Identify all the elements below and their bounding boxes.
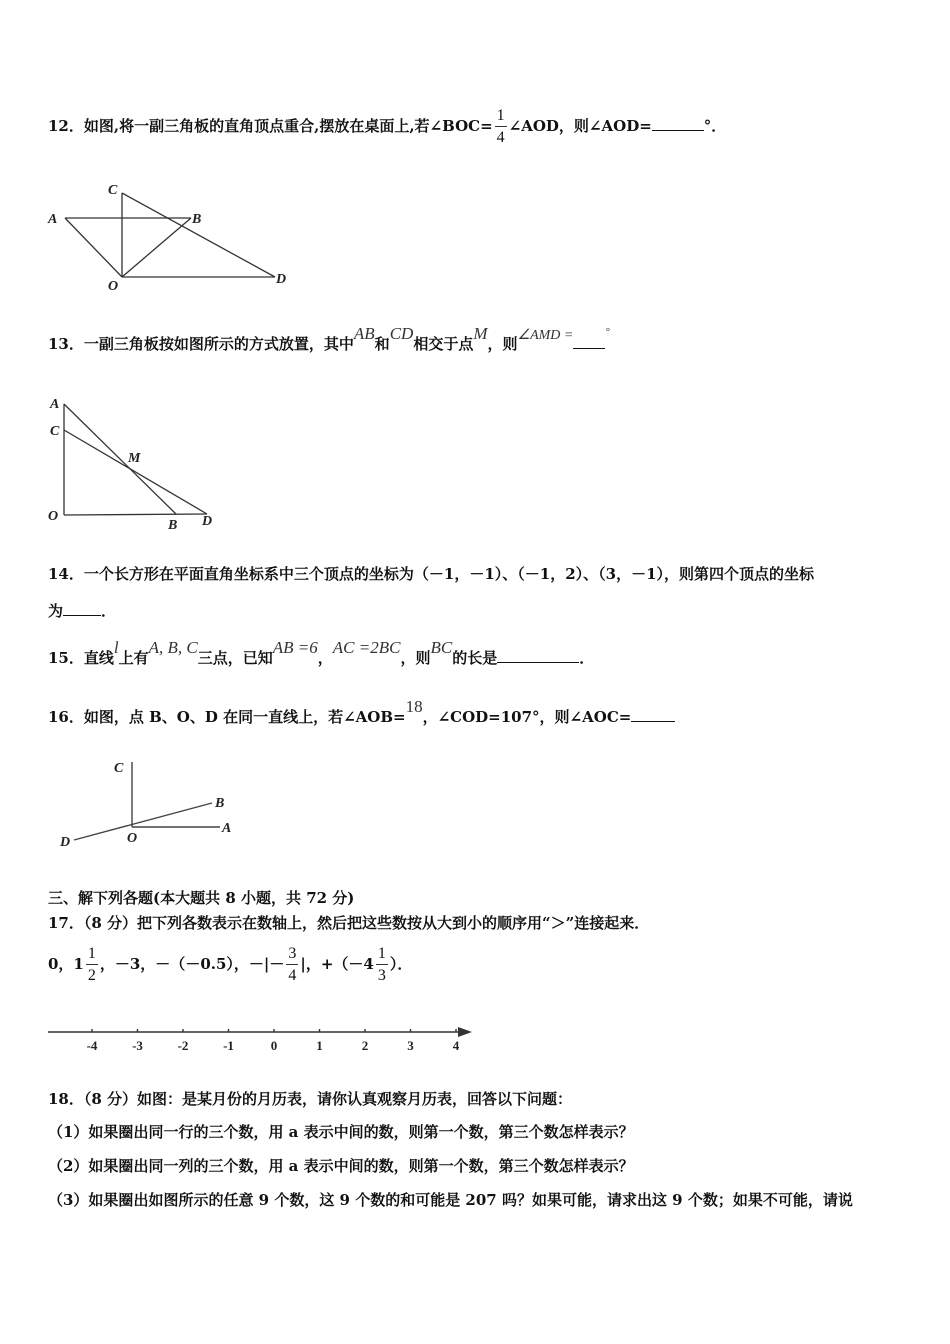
- number-line-tick-label: 1: [316, 1038, 323, 1053]
- q15-answer-blank[interactable]: [497, 648, 579, 663]
- q18-sub-3: （3）如果圈出如图所示的任意 9 个数，这 9 个数的和可能是 207 吗？如果可能，请求出这 9 个数；如果不可能，请说: [48, 1191, 853, 1209]
- q17-text: 17．（8 分）把下列各数表示在数轴上，然后把这些数按从大到小的顺序用“＞”连接起来．: [48, 914, 650, 932]
- q14-text-line1: 14．一个长方形在平面直角坐标系中三个顶点的坐标为（－1，－1）、（－1，2）、（3，－1），则第四个顶点的坐标: [48, 565, 815, 583]
- q18-sub-2: （2）如果圈出同一列的三个数，用 a 表示中间的数，则第一个数，第三个数怎样表示？: [48, 1157, 634, 1175]
- q13-label-D: D: [202, 514, 213, 529]
- q12-figure: [40, 178, 300, 298]
- q13-text: 13．一副三角板按如图所示的方式放置，其中AB和CD相交于点M，则∠AMD = °: [48, 324, 610, 353]
- q13-answer-blank[interactable]: [573, 334, 605, 349]
- q12-text: 12．如图,将一副三角板的直角顶点重合,摆放在桌面上,若∠BOC= $\frac{1}{4}$ ∠AOD，则∠AOD= °．: [48, 107, 727, 146]
- q12-label-D: D: [276, 272, 287, 287]
- q13-label-C: C: [50, 424, 60, 439]
- number-line-tick-label: -2: [177, 1038, 189, 1053]
- q17-fraction-2: $\frac{3}{4}$: [288, 945, 297, 984]
- q17-number-line: [44, 1022, 484, 1062]
- q13-label-M: M: [128, 451, 141, 466]
- q12-fraction: $\frac{1}{4}$: [496, 107, 505, 146]
- q17-fraction-3: $\frac{1}{3}$: [377, 945, 386, 984]
- q12-label-C: C: [108, 183, 118, 198]
- number-line-tick-label: 0: [270, 1038, 278, 1053]
- q12-label-A: A: [48, 212, 58, 227]
- q12-label-B: B: [192, 212, 202, 227]
- q16-text: 16．如图，点 B、O、D 在同一直线上，若∠AOB=18，∠COD=107°，则∠AOC=: [48, 706, 675, 727]
- q17-fraction-1: $\frac{1}{2}$: [87, 945, 96, 984]
- q16-answer-blank[interactable]: [631, 707, 675, 722]
- number-line-tick-label: 2: [361, 1038, 369, 1053]
- q13-label-B: B: [168, 518, 178, 532]
- q18-text: 18．（8 分）如图：是某月份的月历表，请你认真观察月历表，回答以下问题：: [48, 1090, 573, 1108]
- q16-label-B: B: [215, 796, 225, 811]
- number-line-tick-label: 4: [452, 1038, 460, 1053]
- q14-answer-blank[interactable]: [63, 601, 101, 616]
- number-line-tick-label: -1: [223, 1038, 234, 1053]
- number-line-tick-label: 3: [407, 1038, 414, 1053]
- q13-figure: [42, 392, 232, 532]
- q13-label-A: A: [50, 397, 60, 412]
- q12-label-O: O: [108, 279, 119, 294]
- q15-text: 15．直线l上有A, B, C三点，已知AB =6，AC =2BC，则BC的长是 ．: [48, 638, 595, 667]
- q16-label-A: A: [222, 821, 232, 836]
- q17-numbers: 0，1 $\frac{1}{2}$ ，－3，－（－0.5），－|－ $\frac{3}{4}$ |，+（－4 $\frac{1}{3}$ ）．: [48, 945, 413, 984]
- q16-label-D: D: [60, 835, 71, 850]
- number-line-tick-label: -3: [132, 1038, 143, 1053]
- number-line-tick-label: -4: [86, 1038, 98, 1053]
- q16-figure: [52, 752, 252, 857]
- q16-label-C: C: [114, 761, 124, 776]
- q16-label-O: O: [127, 831, 138, 846]
- q13-label-O: O: [48, 509, 59, 524]
- section-3-heading: 三、解下列各题(本大题共 8 小题，共 72 分): [48, 889, 355, 907]
- q14-text-line2: 为 ．: [48, 602, 117, 620]
- number-line-arrow: [458, 1027, 472, 1037]
- q18-sub-1: （1）如果圈出同一行的三个数，用 a 表示中间的数，则第一个数，第三个数怎样表示？: [48, 1123, 634, 1141]
- q12-answer-blank[interactable]: [652, 116, 704, 131]
